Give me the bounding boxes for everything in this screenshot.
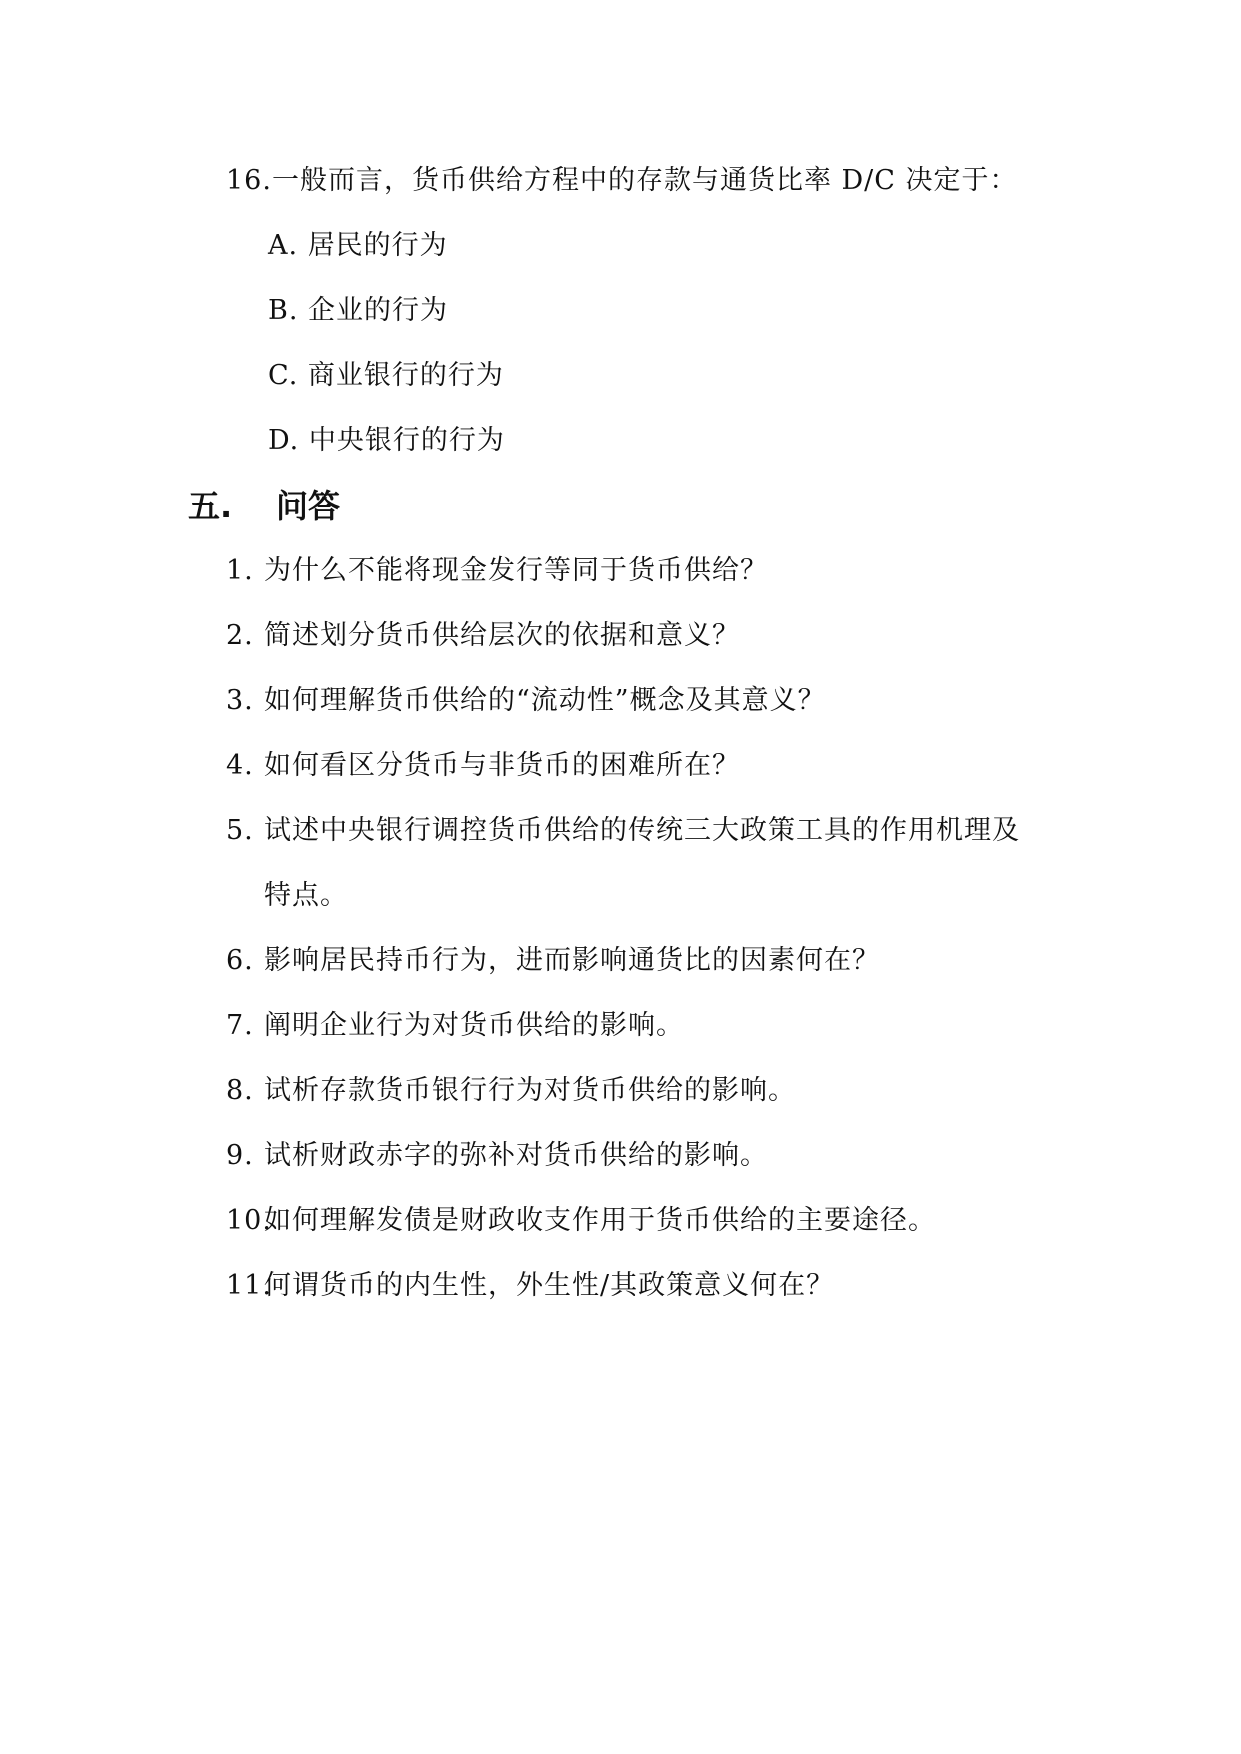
section-heading [188,486,340,526]
question-16 [226,164,1018,198]
item-text: 阐明企业行为对货币供给的影响。 [264,1010,684,1041]
list-item [226,1204,936,1238]
item-number: 8. [226,1075,254,1106]
item-text: 简述划分货币供给层次的依据和意义？ [264,620,740,651]
option-letter: B. [268,295,299,326]
option-text: 企业的行为 [308,295,449,326]
list-item [226,1139,768,1173]
section-number: 五. [188,487,233,525]
item-text-continuation: 特点。 [264,880,348,911]
item-text: 试析存款货币银行行为对货币供给的影响。 [264,1075,796,1106]
list-item [226,1074,796,1108]
list-item [226,619,740,653]
item-number: 2. [226,620,254,651]
question-number: 16. [226,165,272,196]
item-number: 1. [226,555,254,586]
item-number: 4. [226,750,254,781]
list-item [226,814,1020,848]
option-letter: C. [268,360,299,391]
item-text: 如何理解发债是财政收支作用于货币供给的主要途径。 [264,1205,936,1236]
item-number: 7. [226,1010,254,1041]
option-text: 商业银行的行为 [307,360,504,391]
item-number: 11. [226,1270,272,1301]
list-item-continuation [264,879,348,913]
option-a [268,229,448,263]
option-text: 居民的行为 [307,230,448,261]
item-text: 如何看区分货币与非货币的困难所在？ [264,750,740,781]
option-letter: D. [268,425,300,456]
item-text: 为什么不能将现金发行等同于货币供给？ [264,555,768,586]
section-title: 问答 [276,487,341,525]
option-d [268,424,505,458]
list-item [226,944,880,978]
item-number: 6. [226,945,254,976]
item-text: 何谓货币的内生性，外生性/其政策意义何在？ [264,1270,835,1301]
option-letter: A. [268,230,299,261]
item-number: 9. [226,1140,254,1171]
option-b [268,294,448,328]
item-number: 5. [226,815,254,846]
item-text: 如何理解货币供给的“流动性”概念及其意义？ [264,685,826,716]
item-number: 10. [226,1205,272,1236]
list-item [226,1269,834,1303]
question-text: 一般而言，货币供给方程中的存款与通货比率 D/C 决定于： [271,165,1018,196]
list-item [226,684,826,718]
list-item [226,1009,684,1043]
option-text: 中央银行的行为 [308,425,505,456]
item-text: 试述中央银行调控货币供给的传统三大政策工具的作用机理及 [264,815,1020,846]
list-item [226,554,768,588]
item-number: 3. [226,685,254,716]
list-item [226,749,740,783]
option-c [268,359,504,393]
item-text: 试析财政赤字的弥补对货币供给的影响。 [264,1140,768,1171]
item-text: 影响居民持币行为，进而影响通货比的因素何在？ [264,945,880,976]
